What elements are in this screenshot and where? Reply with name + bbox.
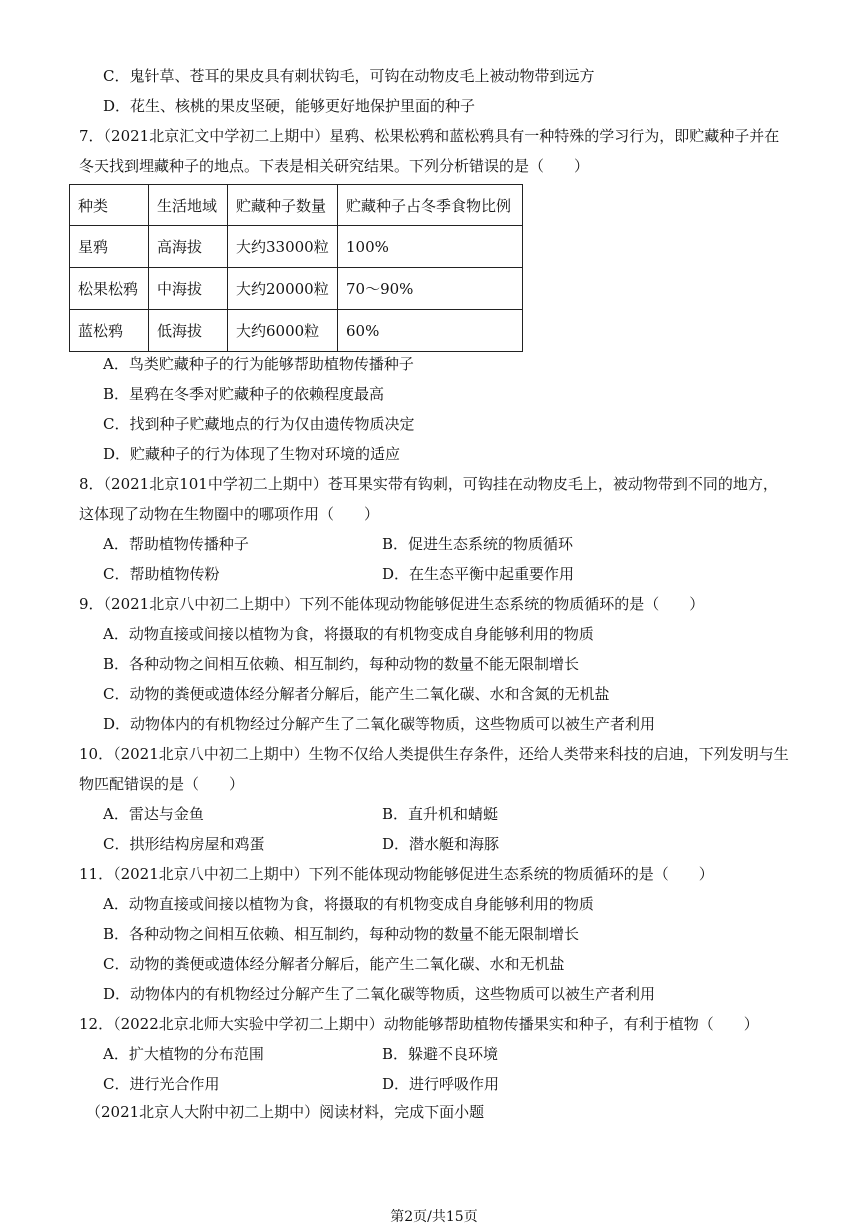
- page-number: 第2页/共15页: [390, 1209, 478, 1225]
- q12-option-c: C．进行光合作用: [103, 1075, 220, 1093]
- question-12-stem: 12．（2022北京北师大实验中学初二上期中）动物能够帮助植物传播果实和种子，有利于植物（ ）: [79, 1015, 759, 1033]
- table-cell: 大约33000粒: [228, 226, 338, 268]
- q6-option-d: D．花生、核桃的果皮坚硬，能够更好地保护里面的种子: [103, 97, 476, 115]
- table-row: [70, 310, 523, 352]
- table-header-cell: 贮藏种子数量: [228, 185, 338, 226]
- q10-option-c: C．拱形结构房屋和鸡蛋: [103, 835, 265, 853]
- table-cell: 70～90%: [338, 268, 523, 310]
- table-cell: 大约20000粒: [228, 268, 338, 310]
- q8-option-b: B．促进生态系统的物质循环: [382, 535, 574, 553]
- table-header-row: [70, 185, 523, 226]
- q10-option-d: D．潜水艇和海豚: [382, 835, 500, 853]
- table-cell: 大约6000粒: [228, 310, 338, 352]
- q9-option-a: A．动物直接或间接以植物为食，将摄取的有机物变成自身能够利用的物质: [103, 625, 594, 643]
- q10-option-b: B．直升机和蜻蜓: [382, 805, 499, 823]
- q10-option-a: A．雷达与金鱼: [103, 805, 204, 823]
- q12-option-b: B．躲避不良环境: [382, 1045, 499, 1063]
- q11-option-b: B．各种动物之间相互依赖、相互制约，每种动物的数量不能无限制增长: [103, 925, 580, 943]
- table-cell: 蓝松鸦: [70, 310, 149, 352]
- table-cell: 星鸦: [70, 226, 149, 268]
- question-8-stem-cont: 这体现了动物在生物圈中的哪项作用（ ）: [79, 505, 380, 523]
- q11-option-a: A．动物直接或间接以植物为食，将摄取的有机物变成自身能够利用的物质: [103, 895, 594, 913]
- question-7-stem: 7．（2021北京汇文中学初二上期中）星鸦、松果松鸦和蓝松鸦具有一种特殊的学习行为，即贮藏种子并在: [79, 127, 780, 145]
- q7-option-b: B．星鸦在冬季对贮藏种子的依赖程度最高: [103, 385, 385, 403]
- q9-option-c: C．动物的粪便或遗体经分解者分解后，能产生二氧化碳、水和含氮的无机盐: [103, 685, 610, 703]
- table-cell: 高海拔: [149, 226, 228, 268]
- q7-option-c: C．找到种子贮藏地点的行为仅由遗传物质决定: [103, 415, 415, 433]
- q11-option-c: C．动物的粪便或遗体经分解者分解后，能产生二氧化碳、水和无机盐: [103, 955, 565, 973]
- table-cell: 100%: [338, 226, 523, 268]
- q9-option-b: B．各种动物之间相互依赖、相互制约，每种动物的数量不能无限制增长: [103, 655, 580, 673]
- bird-seed-table: [69, 184, 523, 352]
- q12-option-a: A．扩大植物的分布范围: [103, 1045, 264, 1063]
- table-cell: 中海拔: [149, 268, 228, 310]
- table-cell: 松果松鸦: [70, 268, 149, 310]
- question-9-stem: 9．（2021北京八中初二上期中）下列不能体现动物能够促进生态系统的物质循环的是（ ）: [79, 595, 705, 613]
- q8-option-a: A．帮助植物传播种子: [103, 535, 249, 553]
- q7-option-a: A．鸟类贮藏种子的行为能够帮助植物传播种子: [103, 355, 414, 373]
- table-header-cell: 种类: [70, 185, 149, 226]
- q7-option-d: D．贮藏种子的行为体现了生物对环境的适应: [103, 445, 401, 463]
- table-header-cell: 贮藏种子占冬季食物比例: [338, 185, 523, 226]
- table-cell: 60%: [338, 310, 523, 352]
- q11-option-d: D．动物体内的有机物经过分解产生了二氧化碳等物质，这些物质可以被生产者利用: [103, 985, 656, 1003]
- question-11-stem: 11．（2021北京八中初二上期中）下列不能体现动物能够促进生态系统的物质循环的是（ ）: [79, 865, 714, 883]
- question-7-stem-cont: 冬天找到埋藏种子的地点。下表是相关研究结果。下列分析错误的是（ ）: [79, 157, 590, 175]
- reading-material-heading: （2021北京人大附中初二上期中）阅读材料，完成下面小题: [86, 1103, 485, 1121]
- q9-option-d: D．动物体内的有机物经过分解产生了二氧化碳等物质，这些物质可以被生产者利用: [103, 715, 656, 733]
- question-10-stem-cont: 物匹配错误的是（ ）: [79, 775, 245, 793]
- table-row: [70, 226, 523, 268]
- q8-option-c: C．帮助植物传粉: [103, 565, 220, 583]
- q8-option-d: D．在生态平衡中起重要作用: [382, 565, 575, 583]
- q6-option-c: C．鬼针草、苍耳的果皮具有刺状钩毛，可钩在动物皮毛上被动物带到远方: [103, 67, 595, 85]
- table-row: [70, 268, 523, 310]
- question-10-stem: 10．（2021北京八中初二上期中）生物不仅给人类提供生存条件，还给人类带来科技的启迪，下列发明与生: [79, 745, 789, 763]
- table-cell: 低海拔: [149, 310, 228, 352]
- table-header-cell: 生活地域: [149, 185, 228, 226]
- q12-option-d: D．进行呼吸作用: [382, 1075, 500, 1093]
- question-8-stem: 8．（2021北京101中学初二上期中）苍耳果实带有钩刺，可钩挂在动物皮毛上，被动物带到不同的地方，: [79, 475, 778, 493]
